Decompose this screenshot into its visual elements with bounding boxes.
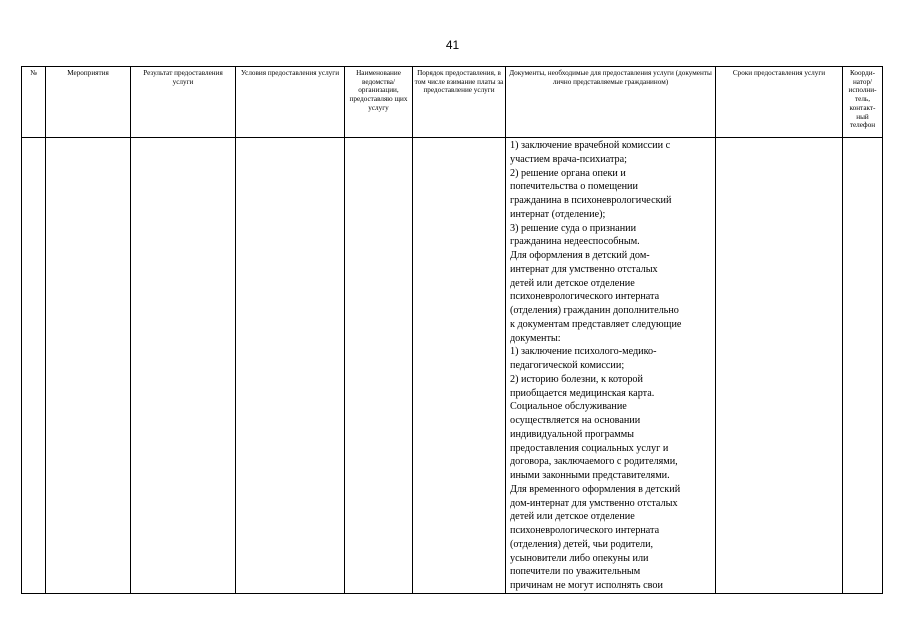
cell-organization xyxy=(345,138,413,594)
cell-result xyxy=(131,138,236,594)
documents-line: причинам не могут исполнять свои xyxy=(510,580,663,591)
header-organization: Наименование ведомства/ организации, предоставляю щих услугу xyxy=(345,67,413,138)
documents-line: индивидуальной программы xyxy=(510,428,635,440)
documents-line: Для оформления в детский дом- xyxy=(510,250,650,261)
services-table xyxy=(21,66,883,594)
table-header-row xyxy=(22,67,883,138)
cell-measures xyxy=(46,138,131,594)
header-documents: Документы, необходимые для предоставления услуги (документы лично представляемые гражданином) xyxy=(506,67,716,138)
documents-line: усыновители либо опекуны или xyxy=(510,552,649,564)
cell-conditions xyxy=(236,138,345,594)
documents-line: 1) заключение врачебной комиссии с xyxy=(510,140,671,151)
documents-line: 2) решение органа опеки и xyxy=(510,167,626,179)
documents-line: психоневрологического интерната xyxy=(510,525,660,536)
cell-terms xyxy=(716,138,843,594)
documents-line: детей или детское отделение xyxy=(510,511,635,523)
documents-line: Для временного оформления в детский xyxy=(510,483,681,495)
cell-coordinator xyxy=(843,138,883,594)
documents-line: Социальное обслуживание xyxy=(510,401,627,413)
documents-line: (отделения) гражданин дополнительно xyxy=(510,305,679,316)
documents-line: 1) заключение психолого-медико- xyxy=(510,346,657,358)
documents-line: 2) историю болезни, к которой xyxy=(510,373,643,385)
documents-line: детей или детское отделение xyxy=(510,277,635,289)
documents-line: (отделения) детей, чьи родители, xyxy=(510,538,654,550)
header-terms: Сроки предоставления услуги xyxy=(716,67,843,138)
documents-line: интернат (отделение); xyxy=(510,208,606,220)
cell-procedure xyxy=(413,138,506,594)
documents-line: осуществляется на основании xyxy=(510,415,641,426)
page-number: 41 xyxy=(445,38,460,52)
documents-line: к документам представляет следующие xyxy=(510,318,682,330)
documents-line: попечители по уважительным xyxy=(510,566,641,578)
table-row xyxy=(22,138,883,594)
documents-line: дом-интернат для умственно отсталых xyxy=(510,497,678,509)
header-measures: Мероприятия xyxy=(46,67,131,138)
documents-line: документы: xyxy=(510,332,561,344)
header-procedure: Порядок предоставления, в том числе взимание платы за предоставление услуги xyxy=(413,67,506,138)
documents-line: договора, заключаемого с родителями, xyxy=(510,456,678,468)
header-conditions: Условия предоставления услуги xyxy=(236,67,345,138)
documents-line: приобщается медицинская карта. xyxy=(510,387,655,399)
header-coordinator: Коорди-натор/ исполни-тель, контакт-ный телефон xyxy=(843,67,883,138)
documents-line: попечительства о помещении xyxy=(510,181,638,193)
documents-line: педагогической комиссии; xyxy=(510,360,625,371)
header-number: № xyxy=(22,67,46,138)
documents-line: участием врача-психиатра; xyxy=(510,153,627,165)
documents-line: гражданина в психоневрологический xyxy=(510,195,672,206)
cell-number xyxy=(22,138,46,594)
documents-line: психоневрологического интерната xyxy=(510,291,660,303)
cell-documents xyxy=(506,138,716,594)
documents-line: иными законными представителями. xyxy=(510,470,670,481)
header-result: Результат предоставления услуги xyxy=(131,67,236,138)
documents-line: предоставления социальных услуг и xyxy=(510,442,669,454)
documents-line: 3) решение суда о признании xyxy=(510,222,637,234)
documents-line: гражданина недееспособным. xyxy=(510,236,640,248)
documents-line: интернат для умственно отсталых xyxy=(510,263,658,275)
